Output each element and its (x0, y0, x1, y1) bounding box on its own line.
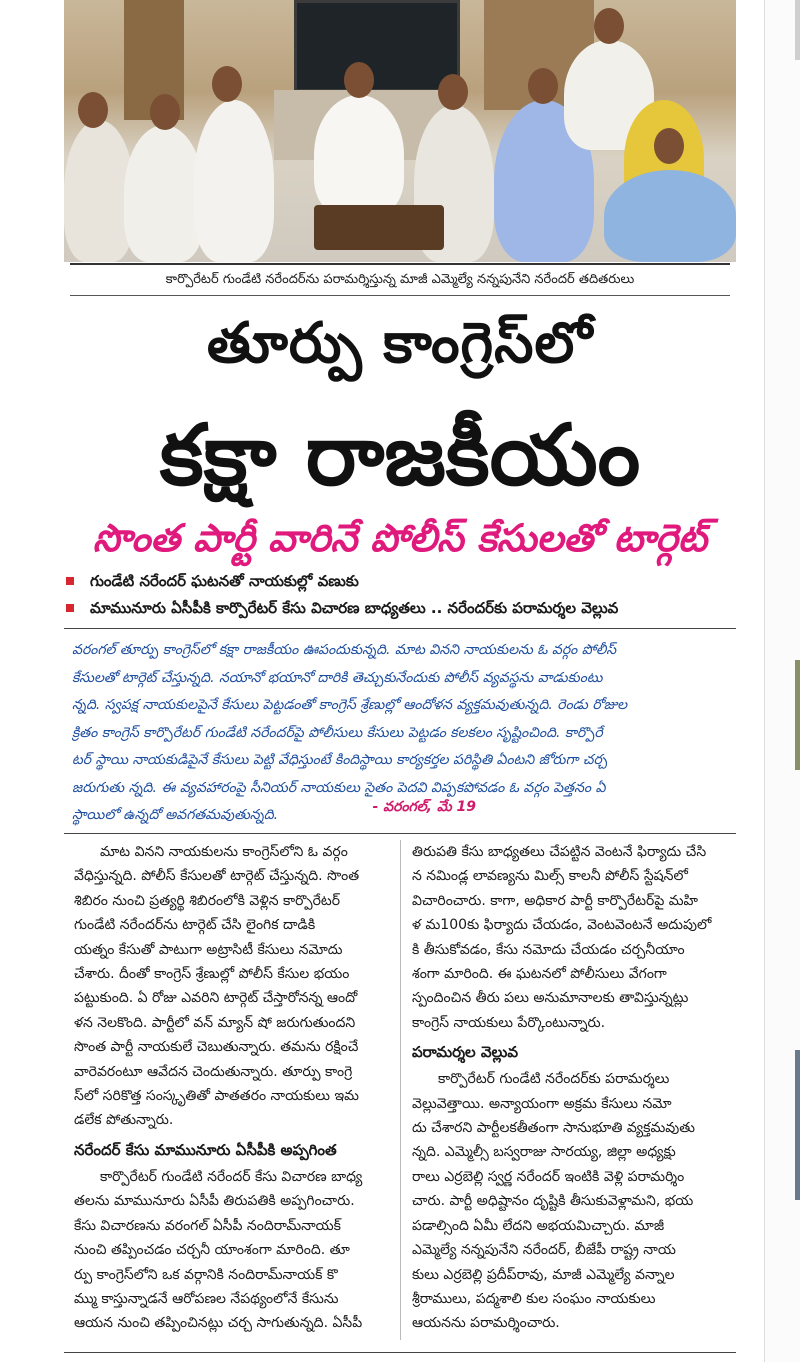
body-line: సొంత పార్టీ నాయకులే చెబుతున్నారు. తమను రక్షించే (74, 1039, 359, 1056)
intro-line: టర్ స్థాయి నాయకుడిపైనే కేసులు పెట్టి వేధిస్తుంటే కిందిస్థాయి కార్యకర్తల పరిస్థితి ఏంటని జోరుగా చర్చ (72, 752, 608, 768)
person-4-head (344, 62, 374, 98)
gutter-block (795, 660, 800, 770)
news-photo (64, 0, 736, 262)
body-line: ర్పు కాంగ్రెస్‌లోని ఒక వర్గానికి నందిరామ్‌నాయక్ కొ (74, 1266, 338, 1283)
body-line: న్నది. ఎమ్మెల్సీ బస్వరాజు సారయ్య, జిల్లా అధ్యక్షు (412, 1144, 676, 1161)
column-divider (400, 840, 401, 1340)
bottom-rule (64, 1352, 736, 1353)
body-line: కార్పొరేటర్ గుండేటి నరేందర్‌కు పరామర్శలు (438, 1071, 670, 1088)
person-2-head (150, 94, 180, 130)
intro-line (72, 798, 728, 830)
body-line: ళ మ100కు ఫిర్యాదు చేయడం, వెంటవెంటనే అదుపులో (412, 917, 712, 934)
person-2 (124, 125, 204, 262)
bullet-square-icon (66, 577, 74, 585)
gutter-block (795, 1050, 800, 1200)
body-line: ళన నెలకొంది. పార్టీలో వన్ మ్యాన్ షో జరుగుతుందని (74, 1014, 356, 1031)
tea-table (314, 205, 444, 250)
body-line: పడాల్సింది ఏమీ లేదని అభయమిచ్చారు. మాజీ (412, 1217, 665, 1234)
body-line: చేశారు. దీంతో కాంగ్రెస్ శ్రేణుల్లో పోలీస్ కేసుల భయం (74, 966, 350, 983)
dateline: - వరంగల్, మే 19 (372, 798, 476, 815)
body-line: స్‌లో సరికొత్త సంస్కృతితో పాతతరం నాయకులు ఇమ (74, 1088, 359, 1105)
intro-paragraph (64, 628, 736, 834)
person-9 (604, 170, 736, 262)
body-line: న నమిండ్ల లావణ్యను మిల్స్ కాలనీ పోలీస్ స్టేషన్‌లో (412, 868, 688, 885)
body-line: ఆయన నుంచి తప్పించినట్లు చర్చ సాగుతున్నది. ఏసీపీ (74, 1315, 363, 1332)
body-line: కులు ఎర్రబెల్లి ప్రదీప్‌రావు, మాజీ ఎమ్మెల్యే వన్నాల (412, 1266, 675, 1283)
body-line: తిరుపతి కేసు బాధ్యతలు చేపట్టిన వెంటనే ఫిర్యాదు చేసి (412, 844, 707, 860)
bullet-item (64, 568, 736, 595)
person-1-head (78, 92, 108, 128)
body-line: మ్ము కాస్తున్నాడనే ఆరోపణల నేపథ్యంలోనే కేసును (74, 1290, 339, 1307)
gutter-block (795, 0, 800, 60)
body-line: ఆయనను పరామర్శించారు. (412, 1315, 560, 1332)
body-line: వారెవరంటూ ఆవేదన చెందుతున్నారు. తూర్పు కాంగ్రె (74, 1063, 353, 1080)
intro-line: వరంగల్ తూర్పు కాంగ్రెస్‌లో కక్షా రాజకీయం ఊపందుకున్నది. మాట వినని నాయకులను ఓ వర్గం పోలీస్ (72, 642, 617, 658)
body-line: శిబిరం నుంచి ప్రత్యర్థి శిబిరంలోకి వెళ్లిన కార్పొరేటర్ (74, 892, 340, 909)
intro-last-line: స్థాయిలో ఉన్నదో అవగతమవుతున్నది. (72, 807, 279, 823)
body-line: కాంగ్రెస్ నాయకులు పేర్కొంటున్నారు. (412, 1014, 606, 1031)
section-subheading: పరామర్శల వెల్లువ (412, 1043, 519, 1062)
headline-line-1: తూర్పు కాంగ్రెస్‌లో (206, 311, 594, 376)
person-5-head (438, 74, 468, 110)
body-line: గుండేటి నరేందర్‌ను టార్గెట్ చేసి లైంగిక దాడికి (74, 917, 316, 934)
adjacent-page-edge (764, 0, 800, 1362)
intro-line: కేసులతో టార్గెట్ చేస్తున్నది. నయానో భయానో దారికి తెచ్చుకునేందుకు పోలీస్ వ్యవస్థను వాడుకుంటు (72, 669, 603, 686)
body-line: మాట వినని నాయకులను కాంగ్రెస్‌లోని ఓ వర్గం (100, 844, 348, 860)
body-line: వేధిస్తున్నది. పోలీస్ కేసులతో టార్గెట్ చేస్తున్నది. సొంత (74, 868, 360, 885)
television (294, 0, 460, 92)
bullet-text: గుండేటి నరేందర్ ఘటనతో నాయకుల్లో వణుకు (90, 572, 359, 590)
body-line: ఎమ్మెల్యే నన్నపునేని నరేందర్, బీజేపీ రాష్ట్ర నాయ (412, 1242, 676, 1259)
headline-line-2: కక్షా రాజకీయం (159, 406, 641, 504)
body-line: చారు. పార్టీ అధిష్టానం దృష్టికి తీసుకువెళ్లామని, భయ (412, 1193, 694, 1210)
body-line: కార్పొరేటర్ గుండేటి నరేందర్ కేసు విచారణ బాధ్య (100, 1168, 363, 1185)
body-line: స్పందించిన తీరు పలు అనుమానాలకు తావిస్తున్నట్లు (412, 990, 689, 1007)
body-line: రాలు ఎర్రబెల్లి స్వర్ణ నరేందర్ ఇంటికి వెళ్లి పరామర్శిం (412, 1168, 685, 1185)
bullet-text: మామునూరు ఏసీపీకి కార్పొరేటర్ కేసు విచారణ బాధ్యతలు .. నరేందర్‌కు పరామర్శల వెల్లువ (90, 599, 619, 617)
section-subheading: నరేందర్ కేసు మామునూరు ఏసీపీకి అప్పగింత (74, 1140, 337, 1159)
body-line: శంగా మారింది. ఈ ఘటనలో పోలీసులు వేగంగా (412, 966, 667, 983)
body-line: యత్నం కేసుతో పాటుగా అట్రాసిటీ కేసులు నమోదు (74, 941, 343, 958)
bullet-square-icon (66, 604, 74, 612)
person-4 (314, 95, 404, 215)
body-line: దు చేశారని పార్టీలకతీతంగా సానుభూతి వ్యక్తమవుతు (412, 1120, 695, 1137)
person-9-head (654, 128, 684, 164)
highlight-bullets (64, 568, 736, 622)
body-line: పట్టుకుంది. ఏ రోజు ఎవరిని టార్గెట్ చేస్తారోనన్న ఆందో (74, 990, 358, 1007)
person-3 (194, 100, 274, 262)
intro-line: జరుగుతు న్నది. ఈ వ్యవహారంపై సీనియర్ నాయకులు సైతం పెదవి విప్పకపోవడం ఓ వర్గం పెత్తనం ఏ (72, 779, 606, 796)
body-line: తలను మామునూరు ఏసీపీ తిరుపతికి అప్పగించారు. (74, 1193, 355, 1210)
body-line: కి తీసుకోవడం, కేసు నమోదు చేయడం చర్చనీయాం (412, 941, 685, 958)
body-line: వెల్లువెత్తాయి. అన్యాయంగా అక్రమ కేసులు నమో (412, 1095, 672, 1112)
photo-caption: కార్పొరేటర్ గుండేటి నరేందర్‌ను పరామర్శిస్తున్న మాజీ ఎమ్మెల్యే నన్నపునేని నరేందర్ తదితరులు (70, 263, 730, 296)
body-line: నుంచి తప్పించడం చర్చనీ యాంశంగా మారింది. తూ (74, 1242, 350, 1259)
person-6-head (528, 68, 558, 104)
person-7-head (594, 8, 624, 44)
subheadline: సొంత పార్టీ వారినే పోలీస్ కేసులతో టార్గెట్ (92, 516, 708, 560)
body-line: శ్రీరాములు, పద్మశాలి కుల సంఘం నాయకులు (412, 1290, 656, 1307)
body-line: విచారించారు. కాగా, అధికార పార్టీ కార్పొరేటర్‌పై మహి (412, 892, 699, 909)
intro-line: క్రితం కాంగ్రెస్ కార్పొరేటర్ గుండేటి నరేందర్‌పై పోలీసులు కేసులు పెట్టడం కలకలం సృష్టించింది. కార్పొరే (72, 724, 603, 741)
article-column-left (74, 840, 404, 1350)
person-3-head (212, 66, 242, 102)
article-column-right (412, 840, 742, 1350)
intro-line: న్నది. స్వపక్ష నాయకులపైనే కేసులు పెట్టడంతో కాంగ్రెస్ శ్రేణుల్లో ఆందోళన వ్యక్తమవుతున్నది. రెండు రోజుల (72, 697, 628, 713)
body-line: కేసు విచారణను వరంగల్ ఏసీపీ నందిరామ్‌నాయక్ (74, 1217, 341, 1234)
bullet-item (64, 595, 736, 622)
body-line: డలేక పోతున్నారు. (74, 1112, 174, 1129)
